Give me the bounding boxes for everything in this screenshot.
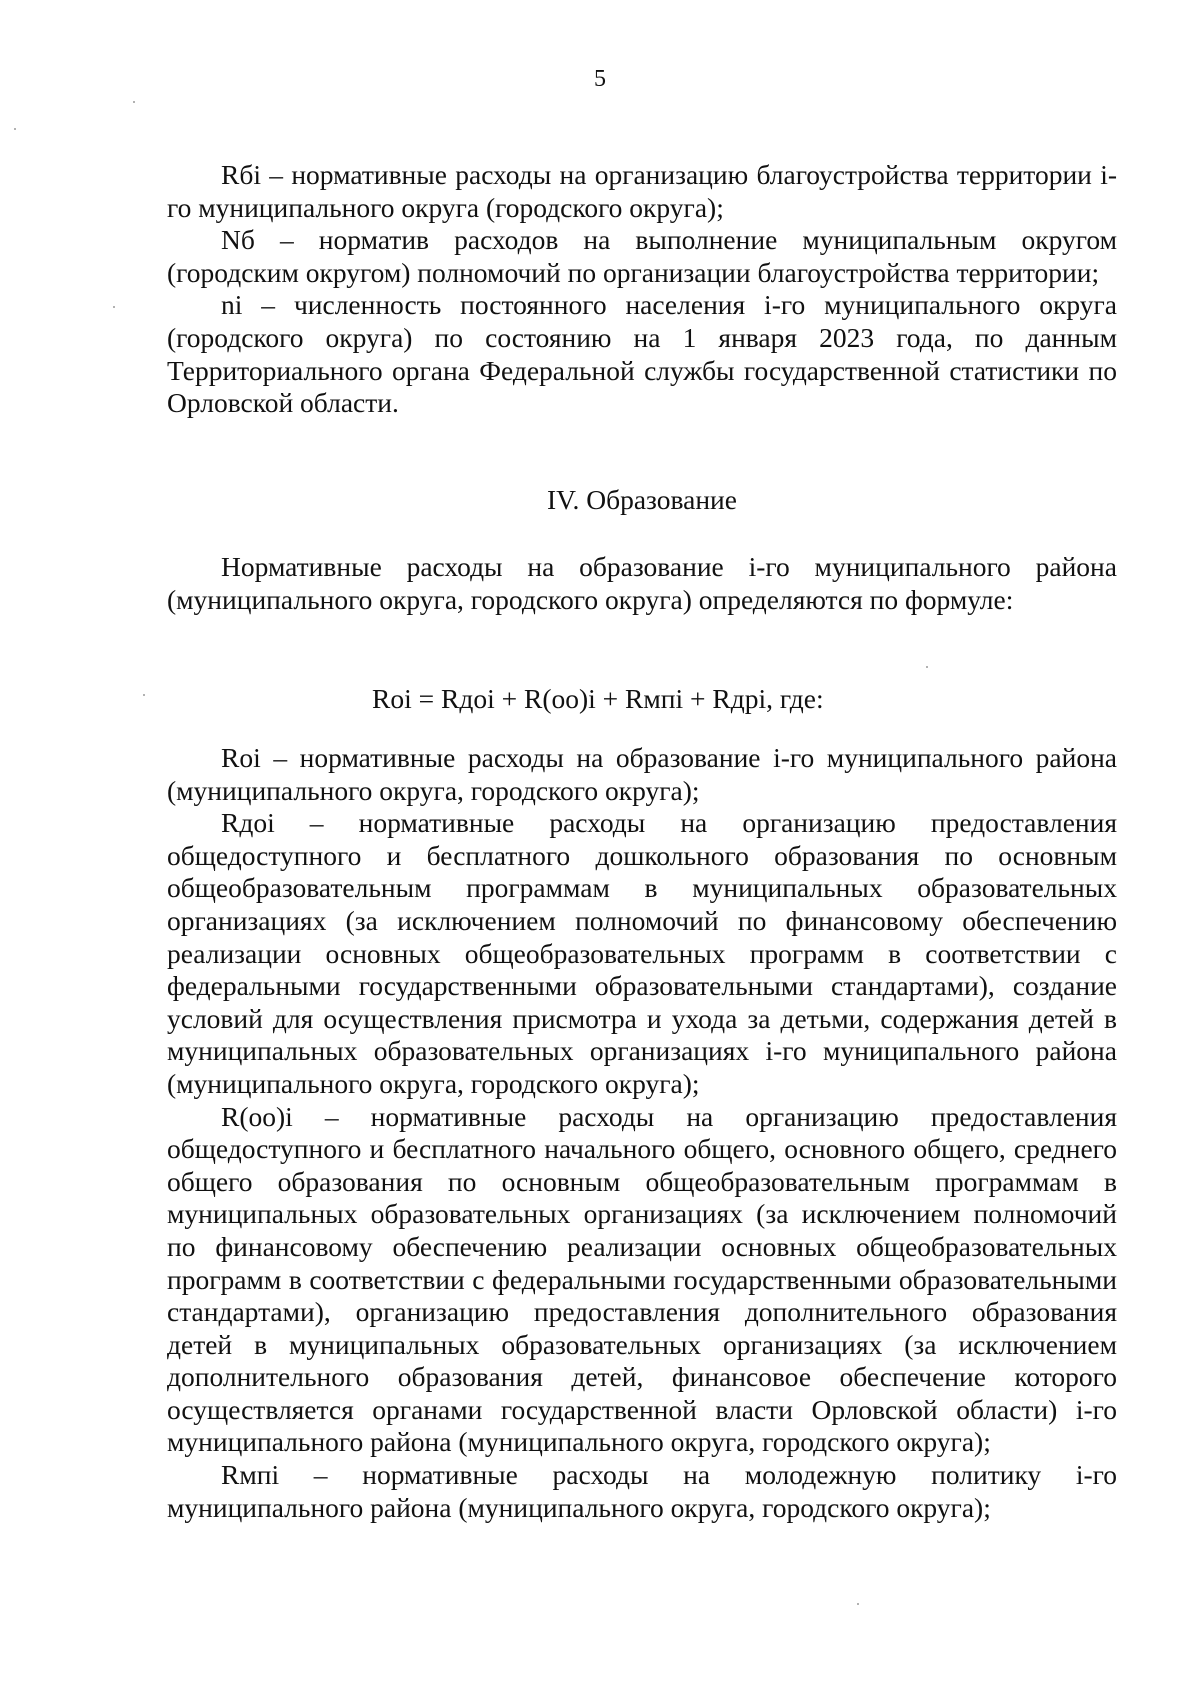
- definition-rmpi: Rмпi – нормативные расходы на молодежную политику i-го муниципального района (муниципального округа, городского округа);: [167, 1459, 1117, 1523]
- formula: Roi = Rдoi + R(oo)i + Rмпi + Rдрi, где:: [372, 683, 824, 714]
- section-heading-wrapper: [167, 484, 1117, 517]
- definition-rooi: R(oo)i – нормативные расходы на организацию предоставления общедоступного и бесплатного начального общего, основного общего, среднего общего образования по основным общеобразовательным программам в муниципальных образовательных организациях (за исключением полномочий по финансовому обеспечению реализации основных общеобразовательных программ в соответствии с федеральными государственными образовательными стандартами), организацию предоставления дополнительного образования детей в муниципальных образовательных организациях (за исключением дополнительного образования детей, финансовое обеспечение которого осуществляется органами государственной власти Орловской области) i-го муниципального района (муниципального округа, городского округа);: [167, 1100, 1117, 1458]
- scan-speck: [926, 666, 928, 668]
- formula-wrapper: [280, 683, 1200, 716]
- scan-speck: [14, 128, 16, 130]
- definition-roi: Roi – нормативные расходы на образование i-го муниципального района (муниципального округа, городского округа);: [167, 742, 1117, 806]
- section-heading: IV. Образование: [547, 484, 737, 515]
- definition-rdoi: Rдoi – нормативные расходы на организацию предоставления общедоступного и бесплатного дошкольного образования по основным общеобразовательным программам в муниципальных образовательных организациях (за исключением полномочий по финансовому обеспечению реализации основных общеобразовательных программ в соответствии с федеральными государственными образовательными стандартами), создание условий для осуществления присмотра и ухода за детьми, содержания детей в муниципальных образовательных организациях i-го муниципального района (муниципального округа, городского округа);: [167, 807, 1117, 1099]
- definitions-block-1: [167, 159, 1117, 420]
- scan-speck: [133, 101, 135, 103]
- definitions-block-2: [167, 742, 1117, 1524]
- scan-speck: [113, 306, 115, 308]
- page-number: 5: [594, 66, 606, 92]
- definition-nb: Nб – норматив расходов на выполнение муниципальным округом (городским округом) полномочий по организации благоустройства территории;: [167, 224, 1117, 288]
- intro-paragraph: Нормативные расходы на образование i-го муниципального района (муниципального округа, городского округа) определяются по формуле:: [167, 551, 1117, 615]
- scan-speck: [143, 694, 145, 696]
- scan-speck: [857, 1603, 859, 1605]
- definition-ni: ni – численность постоянного населения i-го муниципального округа (городского округа) по состоянию на 1 января 2023 года, по данным Территориального органа Федеральной службы государственной статистики по Орловской области.: [167, 289, 1117, 419]
- intro-block: [167, 551, 1117, 616]
- definition-rb: Rбi – нормативные расходы на организацию благоустройства территории i-го муниципального округа (городского округа);: [167, 159, 1117, 223]
